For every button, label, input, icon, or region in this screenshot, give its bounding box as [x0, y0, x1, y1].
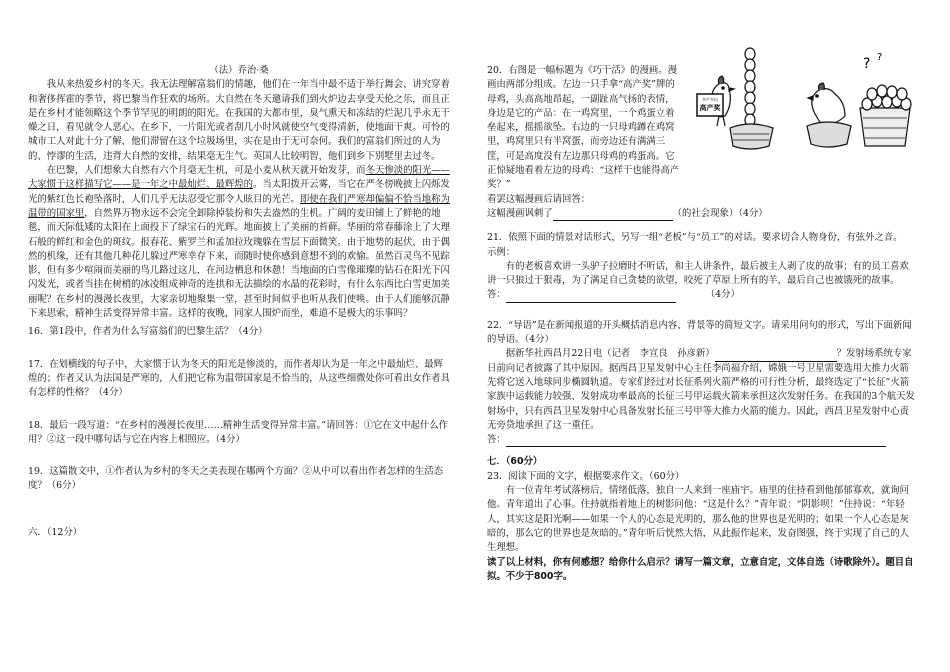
badge-text: 高产奖	[699, 104, 721, 112]
question-22: 22．“导语”是在新闻报道的开头概括消息内容、背景等的简短文字。请采用问句的形式，写出下面新闻的导语。（4分）	[487, 319, 912, 346]
answer-blank[interactable]	[506, 291, 676, 303]
news-text: 据新华社西昌月22日电（记者 李宣良 孙彦新） ？发射场系统专家日前向记者披露了其中原因。据西昌卫星发射中心主任李尚福介绍，嫦娥一号卫星需要选用大推力火箭先将它送入地球同步椭圆轨道。专家们经过对长征系列火箭严格的可行性分析，最终选定了“长征”火箭家族中运载能力较强、发射成功率最高的长征三号甲运载火箭来承担这次发射任务。在我国的3个航天发射场中，只有西昌卫星发射中心具备发射长征三号甲等大推力火箭的能力。因此，西昌卫星发射中心责无旁贷地承担了这一重任。	[487, 348, 915, 431]
example-label: 示例：	[487, 246, 516, 258]
question-23: 23．阅读下面的文字，根据要求作文。（60分）	[487, 470, 685, 482]
example-text: 有的老板喜欢讲一头驴子拉磨时不听话，和主人讲条件，最后被主人剥了皮的故事；有的员工喜欢讲一只狼过于狠毒，为了满足自己贪婪的欲望，咬死了草原上所有的羊，最后自己也被饿死的故事。	[487, 260, 909, 287]
story-text: 有一位青年考试落榜后，情绪低落，独自一人来到一座庙宇。庙里的住持看到他郁郁寡欢，就询问他。青年道出了心事。住持就指着地上的树影问他：“这是什么？”青年说：“阴影呗！”住持说：“年轻人，其实这是阳光啊——如果一个人的心态是光明的，那么他的世界也是光明的；如果一个人心态是灰暗的，那么它的世界也是灰暗的。”青年听后恍然大悟，从此振作起来，发奋图强，终于实现了自己的人生理想。	[487, 485, 909, 554]
underlined-sentence-2: 即使在我们严寒却偏偏不恰当地称为温带的国家里	[28, 193, 450, 219]
essay-author: （法）乔治·桑	[209, 65, 269, 76]
question-21: 21．依照下面的情景对话形式，另写一组“老板”与“员工”的对话。要求切合人物身份，有弦外之音。	[487, 232, 903, 244]
question-mark-icon: ?	[877, 52, 883, 63]
badge-small-text: 多产多出	[702, 97, 718, 102]
question-mark-icon: ?	[863, 56, 871, 72]
answer-blank[interactable]	[506, 435, 886, 447]
question-22-answer-line: 答：	[487, 433, 917, 447]
question-20-prompt: 看罢这幅漫画后请回答：	[487, 193, 591, 205]
question-19: 19．这篇散文中，①作者认为乡村的冬天之美表现在哪两个方面？②从中可以看出作者怎样的生活态度？（6分）	[28, 466, 444, 492]
right-column	[487, 64, 917, 584]
question-18: 18．最后一段写道：“在乡村的漫漫长夜里……精神生活变得异常丰富。”请回答：①它在文中起什么作用？②这一段中哪句话与它在内容上相照应。（4分）	[28, 419, 448, 445]
left-column	[28, 64, 450, 540]
question-21-answer-line: 答： （4分）	[487, 288, 917, 302]
question-16: 16．第1段中，作者为什么写富翁们的巴黎生活？（4分）	[28, 326, 268, 338]
question-17: 17．在划横线的句子中，大家惯于认为冬天的阳光是惨淡的，而作者却认为是一年之中最灿烂、最辉煌的；作者又认为法国是严寒的，人们把它称为温带国家是不恰当的，从这些细微处你可看出女作者具有怎样的性格？（4分）	[28, 358, 450, 399]
question-20: 20．右图是一幅标题为《巧干活》的漫画。漫画由两部分组成。左边一只手拿“高产奖”牌的母鸡，头高高地昂起，一副趾高气扬的表情，身边是它的产品：在一鸡窝里，一个鸡蛋立着垒起来，摇摇欲坠。右边的一只母鸡蹲在鸡窝里，鸡窝里只有半窝蛋，而旁边还有满满三筐，可是高度没有左边那只母鸡的鸡蛋高。它正惊疑地看着左边的母鸡：“这样干也能得高产奖？”	[487, 65, 680, 191]
answer-blank[interactable]	[715, 350, 837, 362]
section-7-heading: 七．（60分）	[487, 456, 543, 468]
essay-paragraph-1: 我从来热爱乡村的冬天。我无法理解富翁们的情趣，他们在一年当中最不适于举行舞会、讲究穿着和奢侈挥霍的季节，将巴黎当作狂欢的场所。大自然在冬天邀请我们到火炉边去享受天伦之乐，而且正是在乡村才能领略这个季节罕见的明朗的阳光。在我国的大都市里，臭气熏天和冻结的烂泥几乎永无干燥之日，看见就令人恶心。在乡下，一片阳光或者刮几小时风就使空气变得清新，使地面干爽。可怜的城市工人对此十分了解，他们滞留在这个垃圾场里，实在是由于无可奈何。我们的富翁们所过的人为的、悖谬的生活，违背大自然的安排，结果毫无生气。英国人比较明智，他们到乡下别墅里去过冬。	[28, 79, 450, 162]
section-6-heading: 六．（12分）	[28, 526, 83, 538]
essay-paragraph-2: 在巴黎，人们想象大自然有六个月毫无生机，可是小麦从秋天就开始发芽，而冬天惨淡的阳光——大家惯于这样描写它——是一年之中最灿烂、最辉煌的。当太阳拨开云雾，当它在严冬傍晚披上闪烁发光的紫红色长袍坠落时，人们几乎无法忍受它那令人眩目的光芒。即使在我们严寒却偏偏不恰当地称为温带的国家里，自然界万物永远不会完全卸除掉装扮和失去盎然的生机。广阔的麦田铺上了鲜艳的地毯，而天际低矮的太阳在上面投下了绿宝石的光辉。地面披上了美丽的苔藓。华丽的常春藤涂上了大理石般的鲜红和金色的斑纹。报春花、紫罗兰和孟加拉玫瑰躲在雪层下面微笑。由于地势的起伏，由于偶然的机缘，还有其他几种花儿躲过严寒幸存下来，而随时使你感到意想不到的欢愉。虽然百灵鸟不见踪影，但有多少喧闹而美丽的鸟儿路过这儿，在河边栖息和休憩！当地面的白雪像璀璨的钻石在阳光下闪闪发光，或者当挂在树梢的冰凌组成神奇的连拱和无法描绘的水晶的花彩时，有什么东西比白雪更加美丽呢？在乡村的漫漫长夜里，大家亲切地聚集一堂，甚至时间似乎也听从我们使唤。由于人们能够沉静下来思索，精神生活变得异常丰富。这样的夜晚，同家人围炉而坐，难道不是极大的乐事吗？	[28, 165, 450, 320]
answer-blank[interactable]	[553, 209, 673, 221]
writing-prompt: 读了以上材料，你有何感想？给你什么启示？请写一篇文章，立意自定，文体自选（诗歌除外）。题目自拟。不少于800字。	[487, 556, 914, 582]
question-20-answer-line: 这幅漫画讽刺了 （的社会现象）（4分）	[487, 207, 917, 221]
underlined-sentence-1: 冬天惨淡的阳光——大家惯于这样描写它——是一年之中最灿烂、最辉煌的	[28, 165, 450, 191]
